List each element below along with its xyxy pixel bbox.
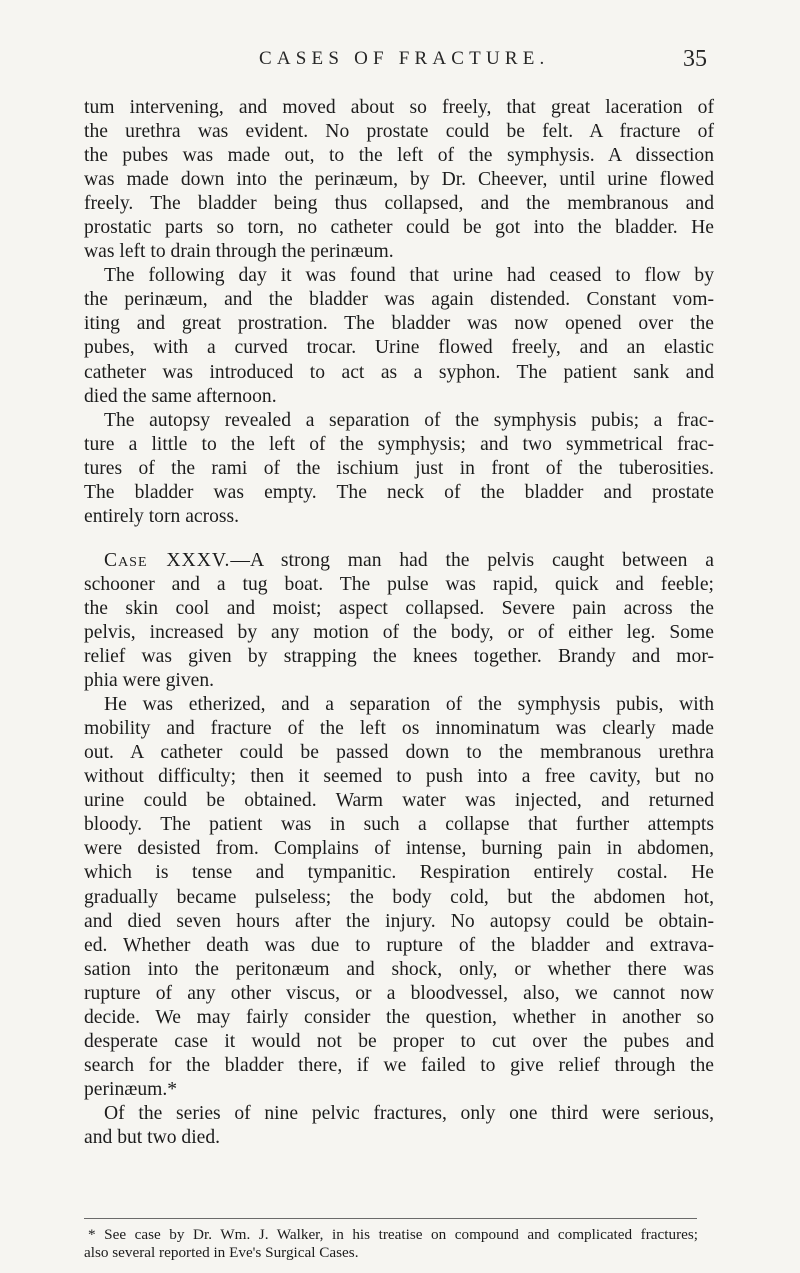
text-line: the urethra was evident. No prostate could be felt. A fracture of — [84, 121, 714, 143]
text-line: was made down into the perinæum, by Dr. Cheever, until urine flowed — [84, 169, 714, 191]
text-line: pubes, with a curved trocar. Urine flowed freely, and an elastic — [84, 337, 714, 359]
text-line: He was etherized, and a separation of the symphysis pubis, with — [104, 694, 714, 716]
text-line: was left to drain through the perinæum. — [84, 241, 394, 263]
text-line: The following day it was found that urine had ceased to flow by — [104, 265, 714, 287]
section-gap — [84, 529, 714, 549]
text-line: bloody. The patient was in such a collapse that further attempts — [84, 814, 714, 836]
text-line: the pubes was made out, to the left of the symphysis. A dissection — [84, 145, 714, 167]
paragraph — [84, 1102, 714, 1150]
paragraph — [84, 264, 714, 408]
text-line: search for the bladder there, if we failed to give relief through the — [84, 1054, 714, 1076]
text-line: prostatic parts so torn, no catheter could be got into the bladder. He — [84, 217, 714, 239]
text-line: which is tense and tympanitic. Respiration entirely costal. He — [84, 862, 714, 884]
text-line: urine could be obtained. Warm water was injected, and returned — [84, 790, 714, 812]
text-line: mobility and fracture of the left os innominatum was clearly made — [84, 718, 714, 740]
text-line: The autopsy revealed a separation of the symphysis pubis; a frac- — [104, 409, 714, 431]
text-line: phia were given. — [84, 670, 215, 692]
footnote-line: * See case by Dr. Wm. J. Walker, in his treatise on compound and complicated fractures; — [88, 1226, 698, 1243]
text-line: tures of the rami of the ischium just in front of the tuberosities. — [84, 457, 714, 479]
text-line: ed. Whether death was due to rupture of the bladder and extrava- — [84, 934, 714, 956]
text-line: decide. We may fairly consider the question, whether in another so — [84, 1006, 714, 1028]
running-title: CASES OF FRACTURE. — [259, 48, 550, 69]
page-number: 35 — [683, 46, 707, 72]
text-line: The bladder was empty. The neck of the bladder and prostate — [84, 481, 714, 503]
text-line: gradually became pulseless; the body cold, but the abdomen hot, — [84, 886, 714, 908]
footnote-divider — [84, 1218, 697, 1219]
paragraph — [84, 693, 714, 1102]
text-line: the perinæum, and the bladder was again distended. Constant vom- — [84, 289, 714, 311]
text-line: were desisted from. Complains of intense, burning pain in abdomen, — [84, 838, 714, 860]
text-line: iting and great prostration. The bladder was now opened over the — [84, 313, 714, 335]
text-line: Of the series of nine pelvic fractures, only one third were serious, — [104, 1102, 714, 1124]
text-line: without difficulty; then it seemed to push into a free cavity, but no — [84, 766, 714, 788]
text-line: rupture of any other viscus, or a bloodvessel, also, we cannot now — [84, 982, 714, 1004]
case-label: Case XXXV. — [104, 549, 231, 571]
text-line: freely. The bladder being thus collapsed, and the membranous and — [84, 193, 714, 215]
text-line: pelvis, increased by any motion of the body, or of either leg. Some — [84, 621, 714, 643]
footnote — [84, 1226, 698, 1262]
text-line: died the same afternoon. — [84, 385, 277, 407]
text-line: relief was given by strapping the knees together. Brandy and mor- — [84, 646, 714, 668]
paragraph-case-xxxv — [84, 549, 714, 693]
text-line: schooner and a tug boat. The pulse was rapid, quick and feeble; — [84, 573, 714, 595]
text-line: ture a little to the left of the symphysis; and two symmetrical frac- — [84, 433, 714, 455]
text-line: the skin cool and moist; aspect collapsed. Severe pain across the — [84, 597, 714, 619]
text-line: catheter was introduced to act as a syphon. The patient sank and — [84, 361, 714, 383]
text-line: desperate case it would not be proper to cut over the pubes and — [84, 1030, 714, 1052]
paragraph — [84, 409, 714, 529]
text-line: tum intervening, and moved about so freely, that great laceration of — [84, 97, 714, 118]
text-line: and died seven hours after the injury. No autopsy could be obtain- — [84, 910, 714, 932]
text-line — [84, 549, 714, 573]
text-line: entirely torn across. — [84, 505, 240, 527]
text-line-rest: —A strong man had the pelvis caught between a — [230, 549, 714, 571]
text-line: perinæum.* — [84, 1078, 178, 1100]
footnote-line: also several reported in Eve's Surgical Cases. — [84, 1244, 359, 1261]
text-line: out. A catheter could be passed down to the membranous urethra — [84, 742, 714, 764]
body-text — [84, 96, 714, 1150]
text-line: sation into the peritonæum and shock, only, or whether there was — [84, 958, 714, 980]
text-line: and but two died. — [84, 1126, 221, 1148]
running-header — [0, 46, 800, 86]
paragraph — [84, 96, 714, 264]
